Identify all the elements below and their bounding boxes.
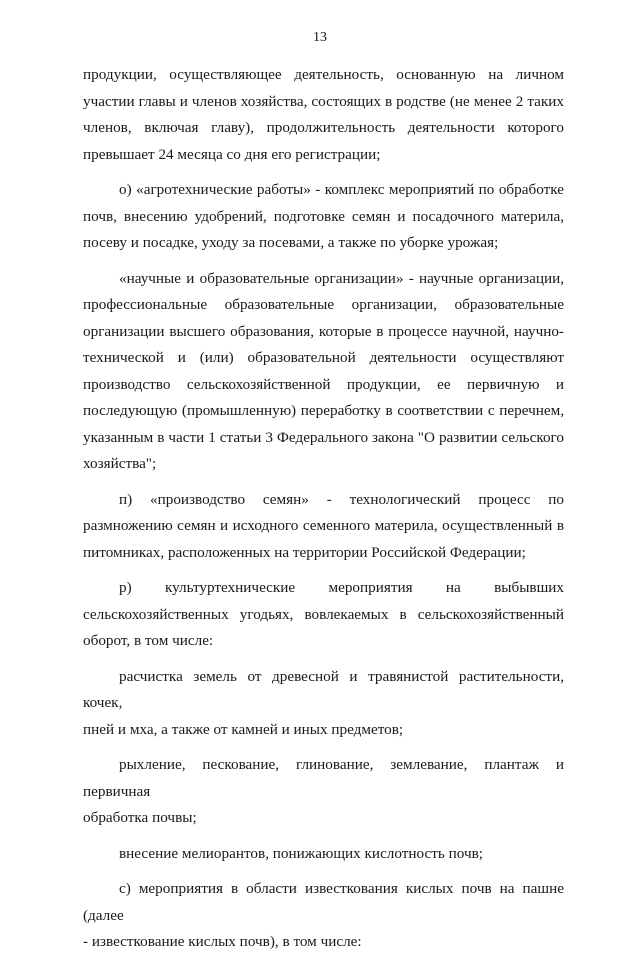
text-line: п) «производство семян» - технологический процесс по [119,490,564,508]
paragraph [83,266,564,478]
paragraph [83,177,564,257]
text-line: технической и (или) образовательной деятельности осуществляют [83,349,564,366]
text-line: продукции, осуществляющее деятельность, основанную на личном [83,66,564,83]
text-line: пней и мха, а также от камней и иных предметов; [83,720,404,738]
text-line: расчистка земель от древесной и травянистой растительности, кочек, [83,667,564,711]
text-line: сельскохозяйственных угодьях, вовлекаемых в сельскохозяйственный [83,605,564,623]
paragraph [83,841,564,868]
text-line: «научные и образовательные организации» - научные организации, [119,269,564,287]
text-line: превышает 24 месяца со дня его регистрации; [83,145,381,163]
paragraph [83,664,564,744]
text-line: размножению семян и исходного семенного материла, осуществленный в [83,517,564,534]
paragraph [83,62,564,168]
text-line: членов, включая главу), продолжительность деятельности которого [83,119,564,136]
text-line: организации высшего образования, которые в процессе научной, научно- [83,322,564,340]
text-line: профессиональные образовательные организации, образовательные [83,296,564,313]
text-line: оборот, в том числе: [83,632,214,649]
text-line: рыхление, пескование, глинование, землевание, плантаж и первичная [83,756,564,800]
text-line: указанным в части 1 статьи 3 Федерального закона "О развитии сельского [83,428,564,446]
text-line: посеву и посадке, уходу за посевами, а также по уборке урожая; [83,234,499,251]
text-line: - известкование кислых почв), в том числе: [83,933,362,950]
text-line: участии главы и членов хозяйства, состоящих в родстве (не менее 2 таких [83,92,564,110]
paragraph [83,752,564,832]
paragraph [83,487,564,567]
text-line: о) «агротехнические работы» - комплекс мероприятий по обработке [119,181,564,198]
text-line: р) культуртехнические мероприятия на выбывших [119,579,564,596]
text-line: почв, внесению удобрений, подготовке семян и посадочного материла, [83,207,564,225]
text-line: хозяйства"; [83,455,157,472]
text-line: внесение мелиорантов, понижающих кислотность почв; [119,844,483,862]
text-line: питомниках, расположенных на территории Российской Федерации; [83,543,526,561]
paragraph [83,876,564,956]
page-number: 13 [313,30,327,45]
text-line: с) мероприятия в области известкования кислых почв на пашне (далее [83,880,564,924]
document-body [83,62,564,965]
paragraph [83,575,564,655]
text-line: производство сельскохозяйственной продукции, ее первичную и [83,375,564,393]
text-line: обработка почвы; [83,809,197,826]
text-line: последующую (промышленную) переработку в соответствии с перечнем, [83,402,564,419]
